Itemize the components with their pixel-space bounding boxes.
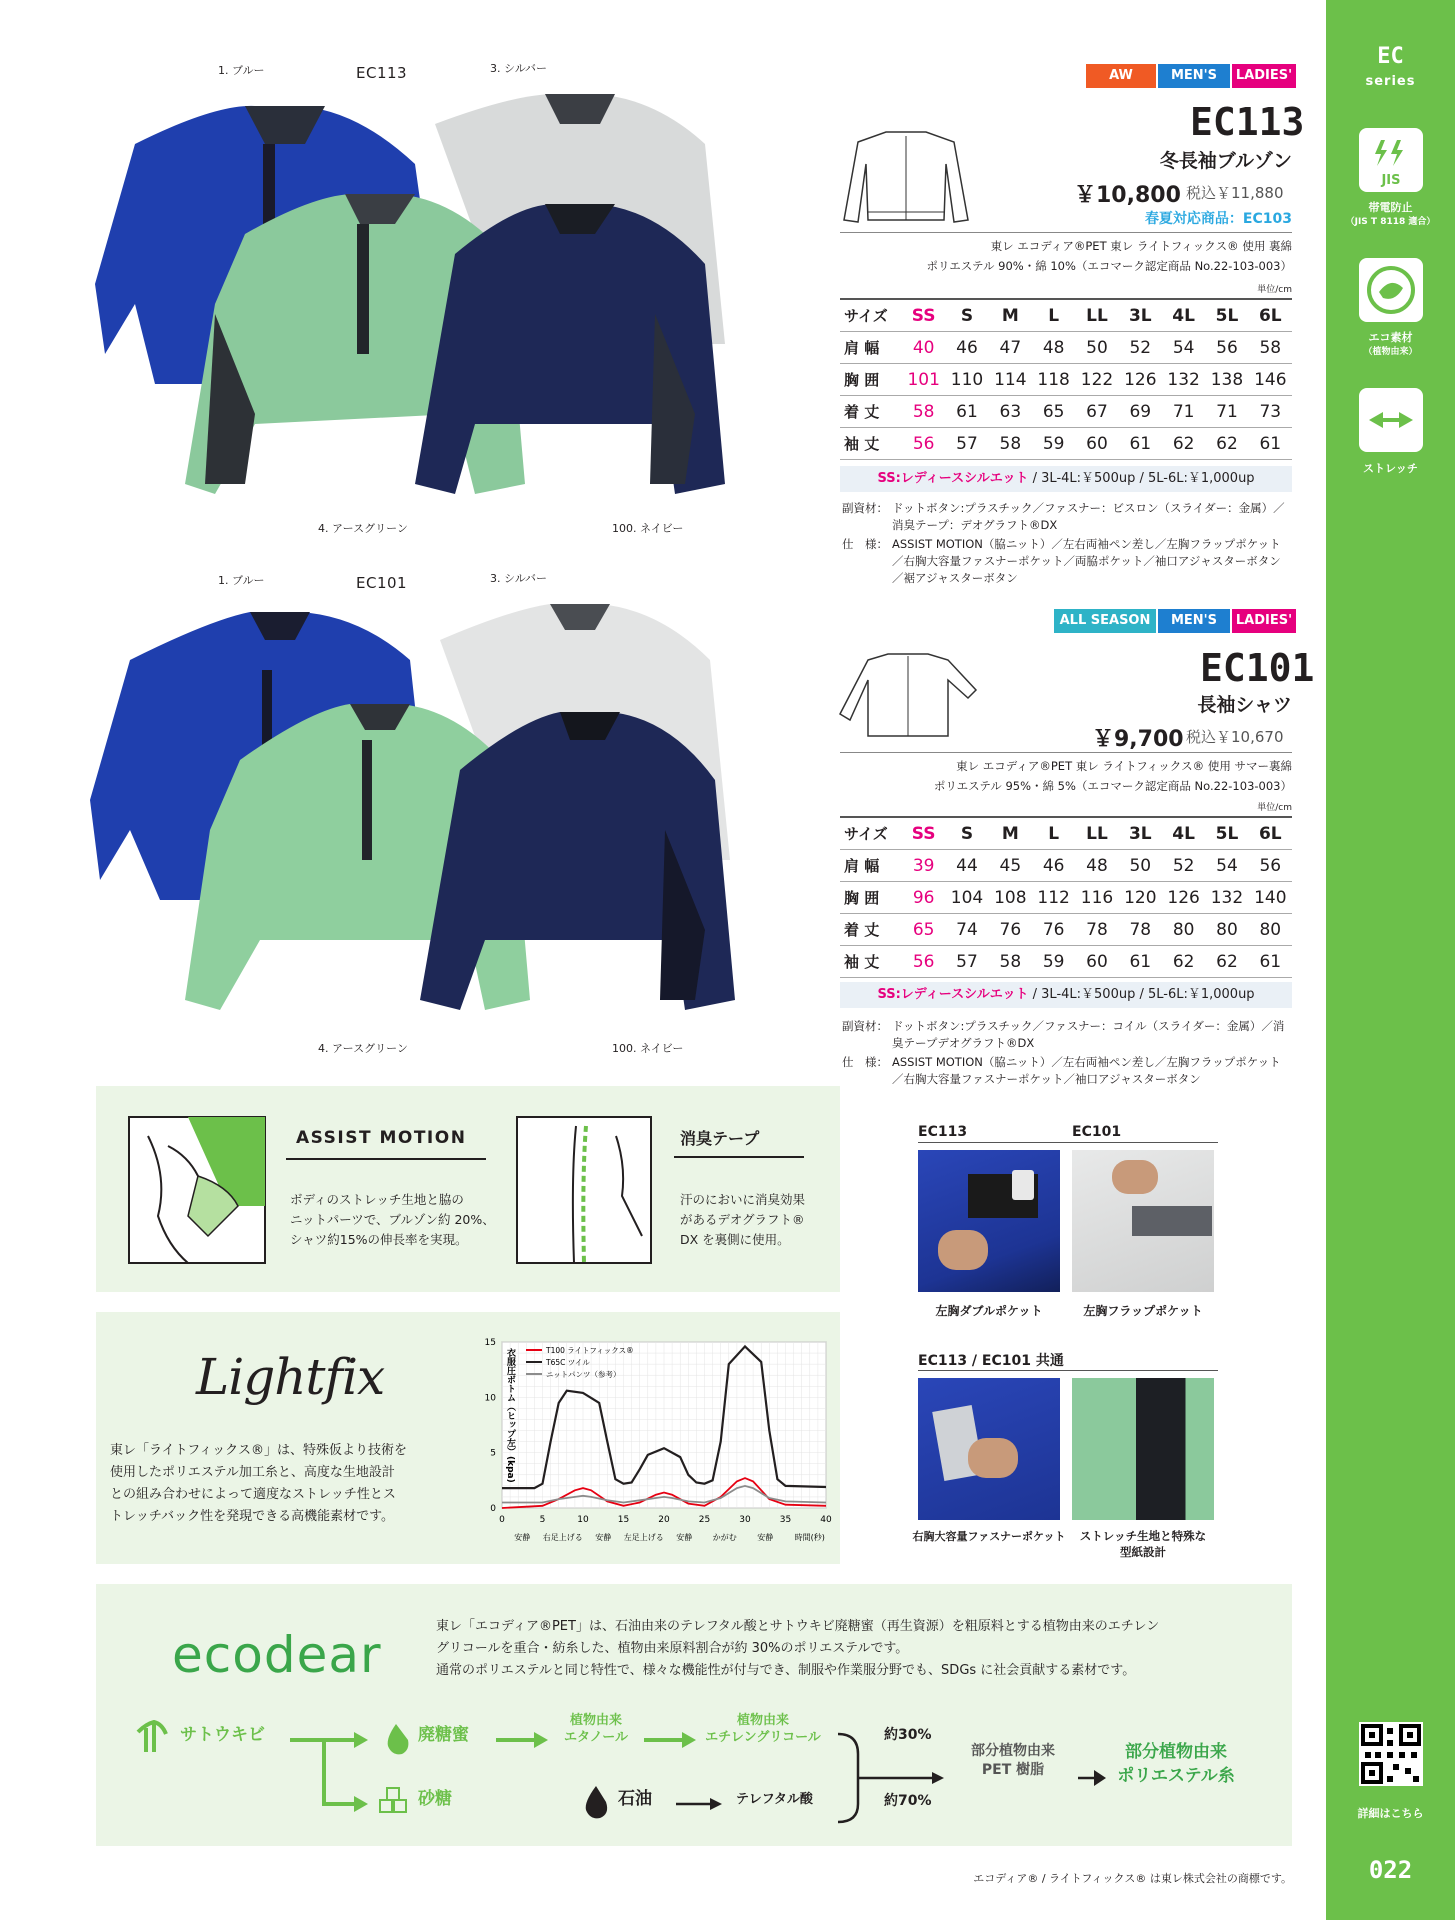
flow-ethylene-glycol [696, 1712, 830, 1746]
cell: 138 [1210, 369, 1244, 390]
jis-antistatic-icon [1359, 128, 1423, 192]
ec113-fabric-1: 東レ エコディア®PET 東レ ライトフィックス® 使用 裏綿 [990, 239, 1292, 253]
cell: 71 [1172, 401, 1195, 422]
jis-label-2: （JIS T 8118 適合） [1345, 217, 1436, 227]
ec113-photo-group [0, 0, 820, 540]
ec101-shirt-line-drawing [838, 650, 978, 740]
caption-zip-pocket: 右胸大容量ファスナーポケット [912, 1530, 1066, 1543]
cell: 57 [956, 951, 978, 972]
ss-note-rest: / 3L-4L:￥500up / 5L-6L:￥1,000up [1028, 987, 1255, 1002]
row-label: 胸 囲 [844, 889, 880, 907]
ec101-materials-label: 副資材： [842, 1019, 888, 1033]
caption-stretch [1066, 1528, 1220, 1560]
cell: 59 [1042, 951, 1065, 972]
ecodear-text-line: グリコールを重合・紡糸した、植物由来原料割合が約 30%のポリエステルです。 [436, 1641, 909, 1656]
cell: 76 [999, 919, 1022, 940]
qr-caption: 詳細はこちら [1357, 1807, 1424, 1820]
ec113-materials-label: 副資材： [842, 501, 888, 515]
lightfix-text-line: 東レ「ライトフィックス®」は、特殊仮より技術を [110, 1443, 408, 1458]
lightfix-text-line: との組み合わせによって適度なストレッチ性とス [110, 1487, 396, 1502]
cell: 61 [956, 401, 978, 422]
row-label: 着 丈 [844, 921, 880, 939]
cell: 76 [1042, 919, 1065, 940]
flow-oil: 石油 [618, 1789, 652, 1809]
eco-label-1: エコ素材 [1368, 331, 1413, 344]
ec113-spec: ASSIST MOTION（脇ニット）／左右両袖ペン差し／左胸フラップポケット／右胸大容量ファスナーポケット／両脇ポケット／袖口アジャスターボタン／裾アジャスターボタン [892, 537, 1281, 585]
size-ll: LL [1086, 823, 1108, 844]
detail-label-common: EC113 / EC101 共通 [918, 1353, 1064, 1369]
jis-text: JIS [1381, 173, 1401, 188]
ec113-size-table [840, 298, 1292, 460]
series-code: EC [1377, 44, 1404, 69]
table-row [840, 332, 1292, 364]
size-4l: 4L [1172, 305, 1195, 326]
stretch-icon [1359, 388, 1423, 452]
deodorant-tape-title: 消臭テープ [680, 1129, 760, 1148]
table-row [840, 946, 1292, 978]
cell: 80 [1216, 919, 1238, 940]
cell: 116 [1080, 887, 1114, 908]
chart-phase-label: 安静 [514, 1533, 531, 1542]
caption-double-pocket: 左胸ダブルポケット [935, 1304, 1043, 1318]
ec101-color-navy-caption: 100. ネイビー [612, 1042, 684, 1055]
row-label: 肩 幅 [844, 339, 880, 357]
cell: 60 [1086, 951, 1108, 972]
sugar-cubes-icon [380, 1788, 406, 1812]
assist-motion-title: ASSIST MOTION [296, 1128, 467, 1148]
ss-note-pink: SS:レディースシルエット [877, 471, 1029, 486]
chart-y-tick: 10 [484, 1393, 496, 1404]
chart-x-tick: 30 [739, 1515, 751, 1525]
eco-material-icon [1359, 258, 1423, 322]
lightfix-text [110, 1440, 407, 1528]
assist-motion-text [290, 1190, 495, 1250]
flow-ethanol-line: エタノール [564, 1730, 628, 1745]
cell: 114 [994, 369, 1027, 390]
cell: 140 [1254, 887, 1287, 908]
table-row [840, 428, 1292, 460]
table-row [840, 396, 1292, 428]
chart-x-tick: 40 [820, 1515, 832, 1525]
ec101-product-code: EC101 [1200, 646, 1315, 690]
cell: 80 [1259, 919, 1282, 940]
caption-stretch-line: 型紙設計 [1120, 1545, 1166, 1559]
cell: 73 [1259, 401, 1282, 422]
cell: 122 [1080, 369, 1114, 390]
cell: 96 [912, 887, 935, 908]
flow-polyester-yarn [1106, 1740, 1246, 1788]
ecodear-text-line: 東レ「エコディア®PET」は、石油由来のテレフタル酸とサトウキビ廃糖蜜（再生資源）を粗原料とする植物由来のエチレン [436, 1619, 1160, 1634]
ec101-ss-note [840, 982, 1292, 1008]
cell: 78 [1086, 919, 1108, 940]
ec113-product-name: 冬長袖ブルゾン [1159, 150, 1292, 172]
ec101-shirts-illustration [90, 600, 820, 1020]
size-5l: 5L [1215, 305, 1239, 326]
size-6l: 6L [1258, 823, 1282, 844]
cell: 146 [1254, 369, 1287, 390]
cell: 50 [1086, 337, 1108, 358]
ec113-materials: ドットボタン:プラスチック／ファスナー：ビスロン（スライダー：金属）／消臭テープ：デオグラフト®DX [892, 501, 1285, 532]
cell: 48 [1086, 855, 1108, 876]
cell: 67 [1086, 401, 1108, 422]
table-row [840, 364, 1292, 396]
row-label: 着 丈 [844, 403, 880, 421]
ec113-fabric-2: ポリエステル 90%・綿 10%（エコマーク認定商品 No.22-103-003） [926, 259, 1292, 273]
row-label: 袖 丈 [844, 435, 880, 453]
cell: 54 [1216, 855, 1238, 876]
ecodear-panel [96, 1584, 1292, 1846]
ec113-badge-aw: AW [1086, 64, 1156, 88]
assist-text-line: ニットパーツで、ブルゾン約 20%、 [290, 1212, 495, 1227]
chart-x-tick: 0 [499, 1515, 505, 1525]
cell: 47 [999, 337, 1022, 358]
ec101-fabric-1: 東レ エコディア®PET 東レ ライトフィックス® 使用 サマー裏綿 [956, 759, 1292, 773]
table-row [840, 882, 1292, 914]
flow-pet-line: PET 樹脂 [981, 1762, 1045, 1778]
size-6l: 6L [1258, 305, 1282, 326]
detail-label-ec101: EC101 [1072, 1124, 1122, 1140]
page-number: 022 [1368, 1856, 1413, 1884]
deodorant-tape-illustration [516, 1116, 652, 1264]
cell: 58 [999, 951, 1022, 972]
table-row [840, 850, 1292, 882]
cell: 101 [907, 369, 940, 390]
ec101-tax-price: 税込￥10,670 [1186, 728, 1284, 746]
ecodear-text [436, 1616, 1159, 1682]
size-header: サイズ [844, 825, 888, 843]
cell: 132 [1167, 369, 1200, 390]
chart-phase-label: 安静 [757, 1533, 774, 1542]
ecodear-text-line: 通常のポリエステルと同じ特性で、様々な機能性が付与でき、制服や作業服分野でも、SDGs に社会貢献する素材です。 [436, 1663, 1136, 1678]
row-label: 胸 囲 [844, 371, 880, 389]
chart-x-tick: 20 [658, 1515, 670, 1525]
ec101-size-table [840, 816, 1292, 978]
ec101-price: ￥9,700 [1092, 727, 1184, 752]
cell: 61 [1129, 433, 1152, 454]
jis-label-1: 帯電防止 [1368, 201, 1413, 214]
cell: 39 [912, 855, 935, 876]
table-header-row [840, 818, 1292, 850]
cell: 126 [1124, 369, 1157, 390]
cell: 56 [1259, 855, 1282, 876]
lightfix-text-line: 使用したポリエステル加工糸と、高度な生地設計 [110, 1465, 395, 1480]
cell: 69 [1129, 401, 1152, 422]
flow-ethanol-line: 植物由来 [569, 1713, 622, 1728]
chart-x-tick: 15 [617, 1515, 630, 1525]
flow-terephthalic-acid: テレフタル酸 [736, 1792, 813, 1807]
cell: 48 [1042, 337, 1065, 358]
ec101-badge-allseason: ALL SEASON [1054, 609, 1156, 633]
ss-note-pink: SS:レディースシルエット [877, 987, 1029, 1002]
cell: 46 [1042, 855, 1065, 876]
ec101-photo-code: EC101 [356, 574, 408, 592]
eco-label-2: （植物由来） [1363, 347, 1418, 357]
lightfix-panel [96, 1312, 840, 1564]
caption-stretch-line: ストレッチ生地と特殊な [1079, 1529, 1207, 1543]
ec113-color-green-caption: 4. アースグリーン [318, 522, 408, 535]
size-header: サイズ [844, 307, 888, 325]
flow-eg-line: 植物由来 [736, 1713, 789, 1728]
assist-motion-illustration [128, 1116, 266, 1264]
row-label: 袖 丈 [844, 953, 880, 971]
size-3l: 3L [1128, 305, 1152, 326]
cell: 61 [1259, 433, 1282, 454]
row-label: 肩 幅 [844, 857, 880, 875]
ec113-jackets-illustration [95, 84, 815, 514]
chart-legend-label: T100 ライトフィックス® [546, 1346, 634, 1355]
cell: 62 [1172, 951, 1195, 972]
ec101-photo-group [0, 560, 820, 1060]
size-ss: SS [911, 823, 936, 844]
ec113-spec-label: 仕 様： [842, 537, 888, 551]
assist-text-line: ボディのストレッチ生地と脇の [290, 1192, 464, 1207]
cell: 60 [1086, 433, 1108, 454]
cell: 56 [912, 433, 935, 454]
ec101-fabric-2: ポリエステル 95%・綿 5%（エコマーク認定商品 No.22-103-003） [933, 779, 1292, 793]
flow-fiber-line: 部分植物由来 [1125, 1742, 1227, 1762]
chart-legend-label: T65C ツイル [546, 1358, 590, 1367]
chart-y-tick: 5 [490, 1448, 496, 1459]
tape-text-line: があるデオグラフト® [680, 1212, 805, 1227]
ec101-badge-ladies: LADIES' [1232, 609, 1296, 633]
cell: 65 [912, 919, 935, 940]
ec101-product-name: 長袖シャツ [1197, 694, 1292, 716]
ec101-unit: 単位/cm [1257, 803, 1292, 813]
stretch-fabric-photo [1072, 1378, 1214, 1520]
cell: 132 [1210, 887, 1244, 908]
chart-phase-label: 安静 [676, 1533, 693, 1542]
chart-x-tick: 5 [539, 1515, 546, 1525]
deodorant-tape-text [680, 1190, 805, 1250]
table-row [840, 914, 1292, 946]
ec101-materials: ドットボタン:プラスチック／ファスナー：コイル（スライダー：金属）／消臭テープデオグラフト®DX [892, 1019, 1285, 1050]
chart-y-tick: 15 [484, 1338, 496, 1348]
cell: 112 [1037, 887, 1070, 908]
cell: 74 [956, 919, 978, 940]
size-3l: 3L [1128, 823, 1152, 844]
size-l: L [1048, 305, 1060, 326]
chart-phase-label: 安静 [595, 1533, 612, 1542]
oil-drop-icon [586, 1786, 607, 1818]
cell: 118 [1037, 369, 1070, 390]
chart-phase-label: 右足上げる [542, 1533, 583, 1542]
ec113-photo-code: EC113 [356, 64, 408, 82]
ec101-color-silver-caption: 3. シルバー [490, 572, 547, 585]
cell: 62 [1172, 433, 1195, 454]
left-chest-double-pocket-photo [918, 1150, 1060, 1292]
ec113-product-code: EC113 [1190, 100, 1305, 144]
size-5l: 5L [1215, 823, 1239, 844]
lightfix-text-line: トレッチバック性を発現できる高機能素材です。 [110, 1509, 395, 1524]
cell: 56 [1216, 337, 1238, 358]
lightfix-logo: Lightfix [196, 1348, 385, 1406]
flow-30pct: 約30% [884, 1727, 932, 1743]
ec113-tax-price: 税込￥11,880 [1186, 184, 1284, 202]
cell: 54 [1172, 337, 1195, 358]
flow-fiber-line: ポリエステル糸 [1117, 1766, 1235, 1786]
ec101-spec-label: 仕 様： [842, 1055, 888, 1069]
chart-x-tick: 35 [779, 1515, 792, 1525]
cell: 61 [1259, 951, 1282, 972]
chart-phase-label: 時間(秒) [794, 1533, 825, 1542]
chart-phase-label: かがむ [712, 1533, 737, 1542]
flow-pet-resin [948, 1742, 1078, 1780]
ec113-badge-ladies: LADIES' [1232, 64, 1296, 88]
cell: 52 [1129, 337, 1152, 358]
cell: 120 [1124, 887, 1157, 908]
assist-text-line: シャツ約15%の伸長率を実現。 [290, 1232, 468, 1247]
series-label: series [1365, 74, 1416, 89]
cell: 46 [956, 337, 978, 358]
stretch-label: ストレッチ [1363, 462, 1418, 475]
chart-x-tick: 25 [698, 1515, 711, 1525]
ec113-ss-note [840, 466, 1292, 492]
cell: 45 [999, 855, 1022, 876]
size-ll: LL [1086, 305, 1108, 326]
ec113-color-blue-caption: 1. ブルー [218, 64, 265, 77]
size-l: L [1048, 823, 1060, 844]
table-header-row [840, 300, 1292, 332]
cell: 58 [912, 401, 935, 422]
flow-70pct: 約70% [884, 1793, 932, 1809]
flow-sugar: 砂糖 [418, 1789, 452, 1809]
size-s: S [960, 305, 974, 326]
caption-flap-pocket: 左胸フラップポケット [1083, 1304, 1203, 1318]
flow-sugarcane: サトウキビ [180, 1725, 265, 1745]
cell: 58 [1259, 337, 1282, 358]
cell: 63 [999, 401, 1022, 422]
chart-y-tick: 0 [490, 1504, 496, 1514]
cell: 110 [950, 369, 984, 390]
size-ss: SS [911, 305, 936, 326]
flow-ethanol [550, 1712, 642, 1746]
cell: 62 [1216, 433, 1238, 454]
cell: 44 [956, 855, 978, 876]
cell: 80 [1172, 919, 1195, 940]
cell: 59 [1042, 433, 1065, 454]
ec113-color-silver-caption: 3. シルバー [490, 62, 547, 75]
cell: 126 [1167, 887, 1200, 908]
cell: 57 [956, 433, 978, 454]
ec113-unit: 単位/cm [1257, 285, 1292, 295]
ecodear-logo: ecodear [172, 1626, 382, 1684]
lightfix-pressure-chart [466, 1330, 836, 1560]
ec101-spec: ASSIST MOTION（脇ニット）／左右両袖ペン差し／左胸フラップポケット／右胸大容量ファスナーポケット／袖口アジャスターボタン [892, 1055, 1281, 1086]
tape-text-line: 汗のにおいに消臭効果 [680, 1192, 806, 1207]
cell: 65 [1042, 401, 1065, 422]
cell: 56 [912, 951, 935, 972]
ec113-badge-mens: MEN'S [1158, 64, 1230, 88]
ec101-color-green-caption: 4. アースグリーン [318, 1042, 408, 1055]
cell: 108 [994, 887, 1027, 908]
tape-text-line: DX を裏側に使用。 [680, 1232, 790, 1247]
chart-phase-label: 左足上げる [623, 1533, 664, 1542]
flow-eg-line: エチレングリコール [705, 1730, 821, 1745]
ss-note-rest: / 3L-4L:￥500up / 5L-6L:￥1,000up [1028, 471, 1255, 486]
cell: 78 [1129, 919, 1152, 940]
cell: 71 [1216, 401, 1238, 422]
cell: 58 [999, 433, 1022, 454]
qr-code[interactable] [1359, 1722, 1423, 1786]
size-m: M [1001, 305, 1019, 326]
size-4l: 4L [1172, 823, 1195, 844]
ec113-color-navy-caption: 100. ネイビー [612, 522, 684, 535]
features-panel [96, 1086, 840, 1292]
series-sidebar [1326, 0, 1455, 1920]
cell: 52 [1172, 855, 1195, 876]
cell: 62 [1216, 951, 1238, 972]
cell: 61 [1129, 951, 1152, 972]
size-s: S [960, 823, 974, 844]
flow-pet-line: 部分植物由来 [971, 1743, 1055, 1759]
cell: 40 [912, 337, 935, 358]
chart-ylabel: 衣服圧ボトム（ヒップ左）(kpa) [505, 1348, 515, 1483]
detail-label-ec113: EC113 [918, 1124, 968, 1140]
ec101-badge-mens: MEN'S [1158, 609, 1230, 633]
ec113-price: ￥10,800 [1074, 183, 1181, 208]
flow-molasses: 廃糖蜜 [418, 1725, 469, 1745]
ec113-season-note: 春夏対応商品：EC103 [1144, 211, 1292, 227]
chart-legend-label: ニットパンツ（参考） [546, 1370, 621, 1379]
left-chest-flap-pocket-photo [1072, 1150, 1214, 1292]
ec101-color-blue-caption: 1. ブルー [218, 574, 265, 587]
cell: 50 [1129, 855, 1152, 876]
right-chest-zip-pocket-photo [918, 1378, 1060, 1520]
size-m: M [1001, 823, 1019, 844]
cell: 104 [950, 887, 984, 908]
molasses-drop-icon [388, 1724, 409, 1754]
ec113-jacket-line-drawing [838, 124, 974, 228]
trademark-footer: エコディア® / ライトフィックス® は東レ株式会社の商標です。 [973, 1872, 1292, 1885]
sugarcane-icon [138, 1722, 166, 1752]
chart-x-tick: 10 [577, 1515, 589, 1525]
